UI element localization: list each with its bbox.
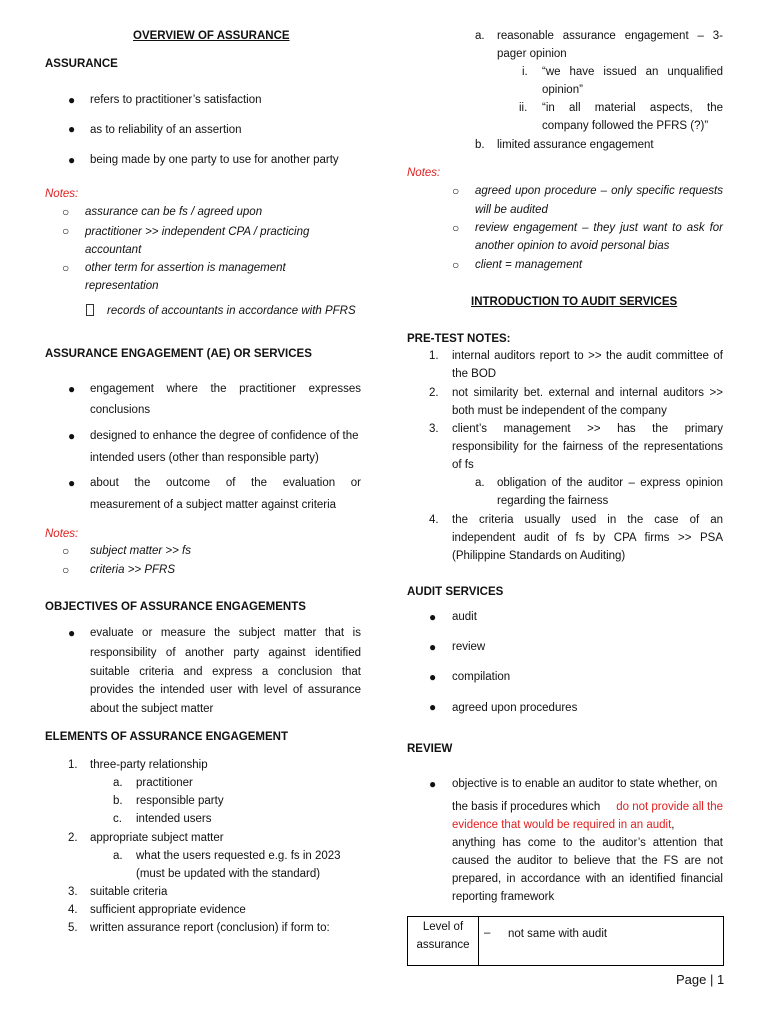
list-item: about the outcome of the evaluation or [90, 477, 361, 489]
list-item: (must be updated with the standard) [136, 868, 321, 880]
list-letter: c. [113, 813, 122, 825]
note-item: assurance can be fs / agreed upon [85, 206, 263, 218]
assurance-heading: ASSURANCE [45, 58, 118, 70]
circle-bullet: ○ [62, 205, 70, 219]
bullet: ● [429, 777, 437, 791]
note-subitem: records of accountants in accordance with PFRS [107, 305, 356, 317]
note-item: other term for assertion is management [85, 262, 286, 274]
list-item: independent audit of fs by CPA firms >> PSA [452, 532, 723, 544]
list-number: 3. [429, 423, 439, 435]
paragraph-line: suitable criteria and express a conclusion that [90, 666, 361, 678]
list-item: responsible party [136, 795, 224, 807]
list-item: “in all material aspects, the [542, 102, 723, 114]
paragraph-line: reporting framework [452, 891, 555, 903]
list-number: 1. [429, 350, 439, 362]
list-item: reasonable assurance engagement – 3- [497, 30, 723, 42]
circle-bullet: ○ [62, 261, 70, 275]
note-item: review engagement – they just want to ask for [475, 222, 723, 234]
list-item: agreed upon procedures [452, 702, 578, 714]
bullet: ● [68, 626, 76, 640]
list-item: review [452, 641, 486, 653]
paragraph-line: prepared, in accordance with an identified financial [452, 873, 723, 885]
list-item: opinion” [542, 84, 583, 96]
page-title: OVERVIEW OF ASSURANCE [133, 30, 290, 42]
list-item: suitable criteria [90, 886, 168, 898]
bullet: ● [68, 429, 76, 443]
list-item: (Philippine Standards on Auditing) [452, 550, 626, 562]
list-item: intended users [136, 813, 212, 825]
bullet: ● [68, 93, 76, 107]
list-item: three-party relationship [90, 759, 208, 771]
circle-bullet: ○ [62, 563, 70, 577]
section-heading: ELEMENTS OF ASSURANCE ENGAGEMENT [45, 731, 289, 743]
list-item: pager opinion [497, 48, 567, 60]
list-item: being made by one party to use for another party [90, 154, 339, 166]
list-item: measurement of a subject matter against criteria [90, 499, 337, 511]
highlighted-text: evidence that would be required in an audit [452, 819, 672, 831]
list-item: of fs [452, 459, 474, 471]
list-number: 2. [429, 387, 439, 399]
circle-bullet: ○ [62, 544, 70, 558]
notes-label: Notes: [45, 188, 79, 200]
bullet: ● [429, 640, 437, 654]
notes-label: Notes: [45, 528, 79, 540]
circle-bullet: ○ [62, 224, 70, 238]
list-number: 2. [68, 832, 78, 844]
note-item: representation [85, 280, 159, 292]
list-letter: b. [113, 795, 123, 807]
note-item: another opinion to avoid personal bias [475, 240, 670, 252]
table-divider [478, 917, 479, 965]
paragraph-line: anything has come to the auditor’s attention that [452, 837, 723, 849]
section-heading: INTRODUCTION TO AUDIT SERVICES [471, 296, 678, 308]
circle-bullet: ○ [452, 258, 460, 272]
table-header-cell: assurance [416, 939, 470, 951]
paragraph-line: responsibility of another party against identified [90, 647, 361, 659]
list-letter: b. [475, 139, 485, 151]
section-heading: ASSURANCE ENGAGEMENT (AE) OR SERVICES [45, 348, 312, 360]
list-item: refers to practitioner’s satisfaction [90, 94, 262, 106]
bullet: ● [429, 670, 437, 684]
bullet: ● [429, 700, 437, 714]
note-item: accountant [85, 244, 142, 256]
list-item: the BOD [452, 368, 497, 380]
table-dash: – [484, 927, 491, 939]
section-heading: PRE-TEST NOTES: [407, 333, 511, 345]
list-item: the criteria usually used in the case of an [452, 514, 723, 526]
list-item: not similarity bet. external and internal auditors >> [452, 387, 723, 399]
list-item: compilation [452, 671, 511, 683]
list-item: conclusions [90, 404, 151, 416]
missing-glyph-icon [86, 304, 94, 316]
list-item: designed to enhance the degree of confidence of the [90, 430, 359, 442]
list-item: regarding the fairness [497, 495, 609, 507]
text-run: , [671, 819, 675, 831]
text-run: the basis if procedures which [452, 801, 601, 813]
list-letter: a. [475, 30, 485, 42]
page-number: Page | 1 [676, 972, 725, 987]
list-letter: a. [475, 477, 485, 489]
list-number: 3. [68, 886, 78, 898]
bullet: ● [68, 153, 76, 167]
paragraph-line: provides the intended user with level of assurance [90, 684, 361, 696]
list-number: 5. [68, 922, 78, 934]
list-number: 4. [429, 514, 439, 526]
note-item: agreed upon procedure – only specific requests [475, 185, 723, 197]
list-item: audit [452, 611, 477, 623]
list-item: both must be independent of the company [452, 405, 667, 417]
note-item: criteria >> PFRS [90, 564, 175, 576]
list-item: what the users requested e.g. fs in 2023 [136, 850, 341, 862]
list-number: 4. [68, 904, 78, 916]
section-heading: REVIEW [407, 743, 453, 755]
list-item: written assurance report (conclusion) if form to: [90, 922, 330, 934]
list-number: 1. [68, 759, 78, 771]
note-item: practitioner >> independent CPA / practicing [85, 226, 310, 238]
list-letter: a. [113, 850, 123, 862]
paragraph-line: caused the auditor to believe that the FS are not [452, 855, 723, 867]
bullet: ● [68, 122, 76, 136]
list-item: internal auditors report to >> the audit committee of [452, 350, 723, 362]
list-letter: a. [113, 777, 123, 789]
list-roman: i. [522, 66, 528, 78]
circle-bullet: ○ [452, 221, 460, 235]
list-item: as to reliability of an assertion [90, 124, 242, 136]
list-item: responsibility for the fairness of the representations [452, 441, 723, 453]
paragraph-line [452, 800, 723, 814]
bullet: ● [68, 382, 76, 396]
paragraph-line [452, 818, 675, 832]
list-item: appropriate subject matter [90, 832, 224, 844]
paragraph-line: about the subject matter [90, 703, 214, 715]
table-header-cell: Level of [422, 921, 464, 933]
note-item: will be audited [475, 204, 548, 216]
list-item: practitioner [136, 777, 193, 789]
note-item: subject matter >> fs [90, 545, 191, 557]
paragraph-line: evaluate or measure the subject matter that is [90, 627, 361, 639]
list-item: intended users (other than responsible party) [90, 452, 319, 464]
notes-label: Notes: [407, 167, 441, 179]
note-item: client = management [475, 259, 583, 271]
list-item: client’s management >> has the primary [452, 423, 723, 435]
list-item: “we have issued an unqualified [542, 66, 723, 78]
list-item: company followed the PFRS (?)” [542, 120, 709, 132]
list-item: obligation of the auditor – express opinion [497, 477, 723, 489]
bullet: ● [68, 476, 76, 490]
section-heading: OBJECTIVES OF ASSURANCE ENGAGEMENTS [45, 601, 306, 613]
section-heading: AUDIT SERVICES [407, 586, 504, 598]
bullet: ● [429, 610, 437, 624]
paragraph-line: objective is to enable an auditor to state whether, on [452, 778, 718, 790]
list-roman: ii. [519, 102, 528, 114]
list-item: sufficient appropriate evidence [90, 904, 246, 916]
list-item: engagement where the practitioner expresses [90, 383, 361, 395]
table-cell: not same with audit [508, 928, 608, 940]
circle-bullet: ○ [452, 184, 460, 198]
list-item: limited assurance engagement [497, 139, 654, 151]
highlighted-text: do not provide all the [616, 801, 723, 813]
